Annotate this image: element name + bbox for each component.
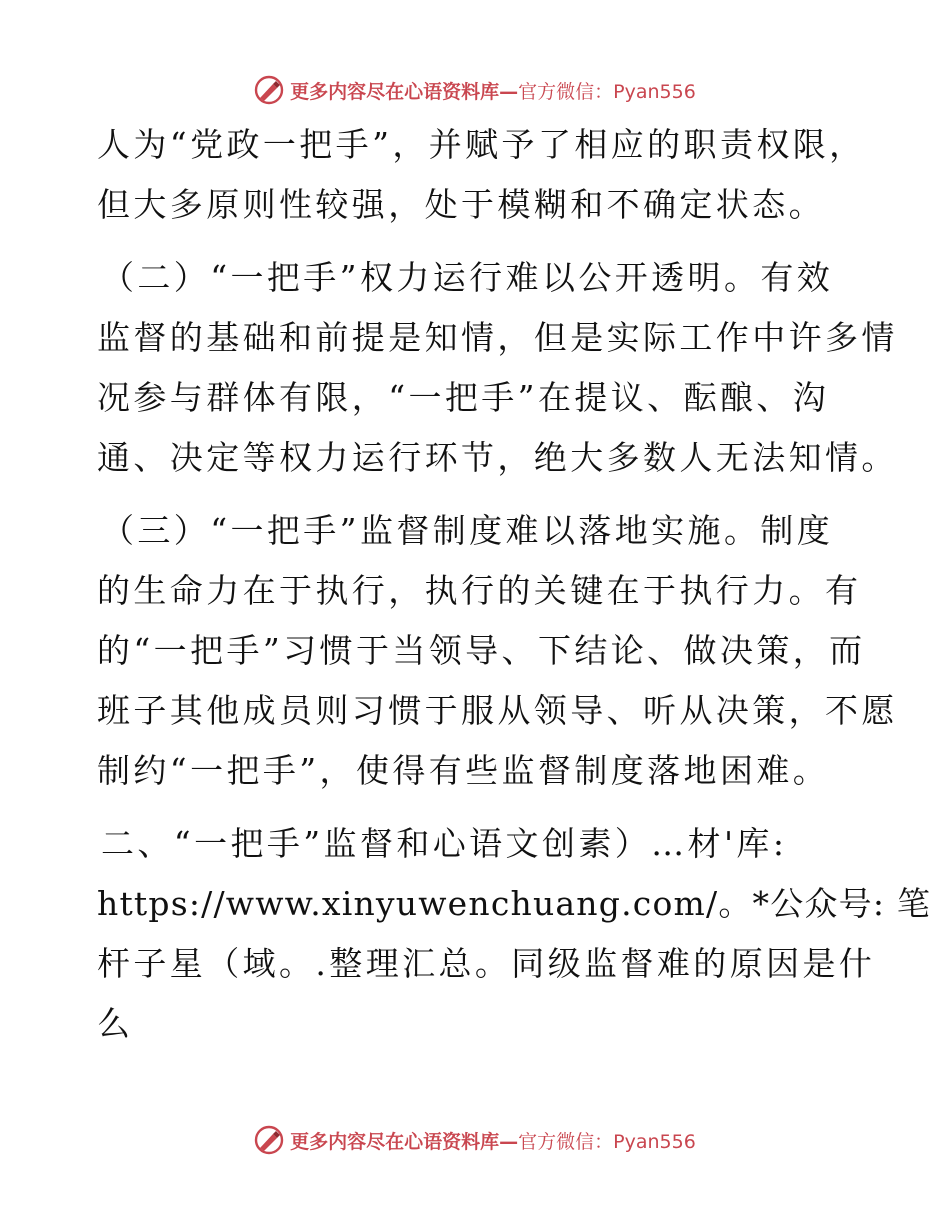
text-line: 制约“一把手”，使得有些监督制度落地困难。 xyxy=(97,751,830,790)
paragraph-3 xyxy=(97,501,898,801)
banner-main-text: 更多内容尽在心语资料库 xyxy=(290,1130,500,1153)
pen-logo-icon xyxy=(254,75,284,105)
text-line: 监督的基础和前提是知情，但是实际工作中许多情 xyxy=(97,318,898,357)
text-line: 么 xyxy=(97,1004,134,1043)
text-line: 班子其他成员则习惯于服从领导、听从决策，不愿 xyxy=(97,691,898,730)
paragraph-4 xyxy=(97,814,932,1054)
text-line: 的“一把手”习惯于当领导、下结论、做决策，而 xyxy=(97,631,866,670)
banner-wechat-text: 官方微信：Pyan556 xyxy=(518,80,696,103)
pen-logo-icon xyxy=(254,1125,284,1155)
text-line: 通、决定等权力运行环节，绝大多数人无法知情。 xyxy=(97,438,898,477)
banner-main-text: 更多内容尽在心语资料库 xyxy=(290,80,500,103)
banner-wechat-text: 官方微信：Pyan556 xyxy=(518,1130,696,1153)
header-watermark-banner xyxy=(0,73,950,107)
paragraph-2 xyxy=(97,248,898,488)
text-line: （二）“一把手”权力运行难以公开透明。有效 xyxy=(101,258,834,297)
text-line: 的生命力在于执行，执行的关键在于执行力。有 xyxy=(97,571,862,610)
document-body xyxy=(97,115,932,1054)
text-line: （三）“一把手”监督制度难以落地实施。制度 xyxy=(101,511,834,550)
text-line: 杆子星（域。.整理汇总。同级监督难的原因是什 xyxy=(97,944,876,983)
footer-watermark-banner xyxy=(0,1123,950,1157)
text-line: 但大多原则性较强，处于模糊和不确定状态。 xyxy=(97,185,825,224)
banner-dash: — xyxy=(499,1130,519,1153)
url-text-line: https://www.xinyuwenchuang.com/。*公众号: 笔 xyxy=(97,884,932,923)
text-line: 况参与群体有限，“一把手”在提议、酝酿、沟 xyxy=(97,378,830,417)
text-line: 二、“一把手”监督和心语文创素）…材'库: xyxy=(101,824,788,863)
text-line: 人为“党政一把手”，并赋予了相应的职责权限， xyxy=(97,125,866,164)
banner-dash: — xyxy=(499,80,519,103)
banner-text xyxy=(290,1127,696,1154)
banner-text xyxy=(290,77,696,104)
paragraph-1 xyxy=(97,115,866,235)
